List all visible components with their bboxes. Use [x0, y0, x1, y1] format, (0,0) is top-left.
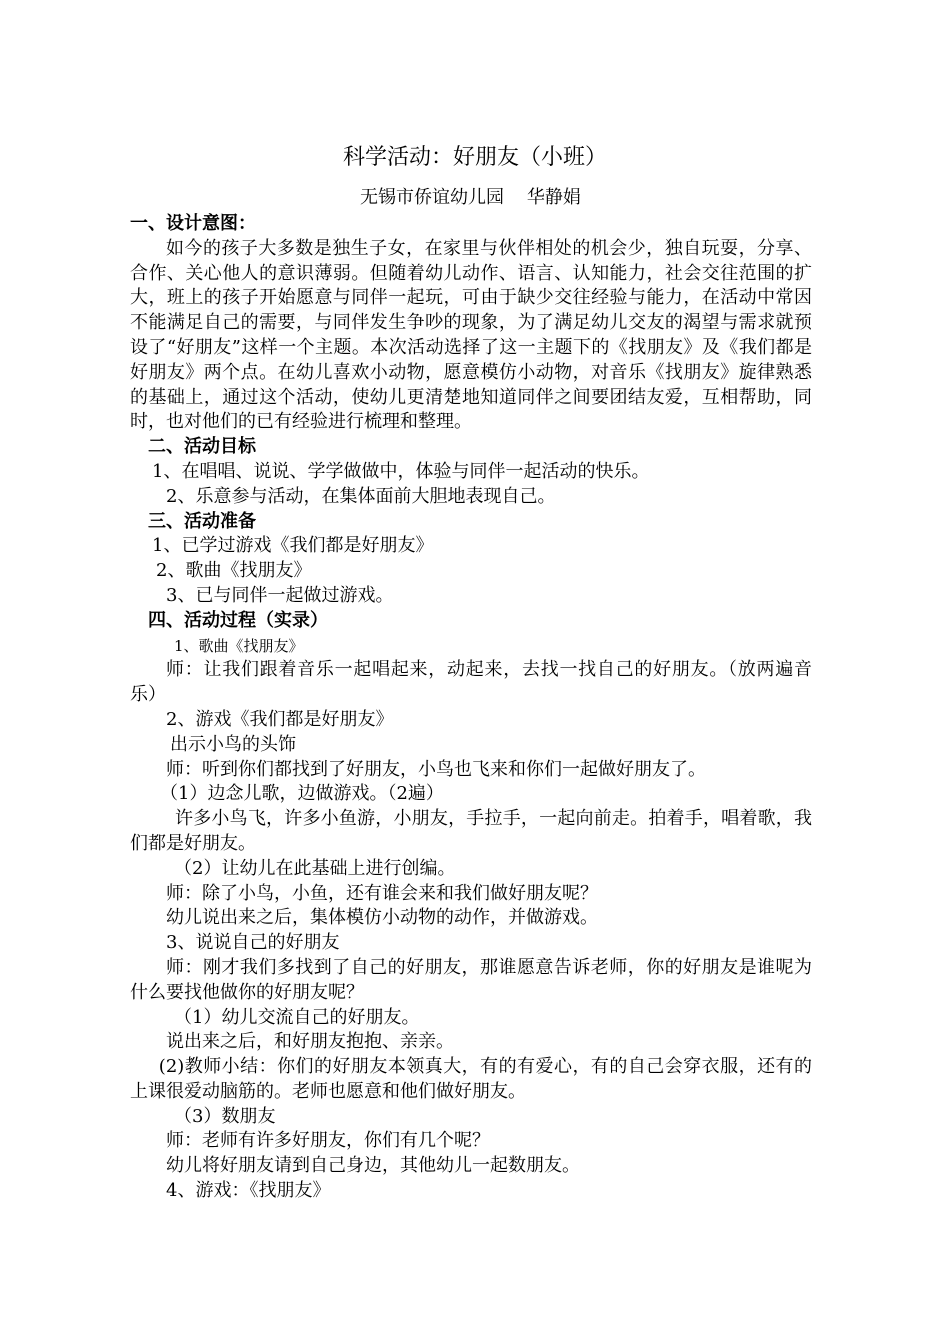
section-heading-process: 四、活动过程（实录）	[148, 609, 328, 631]
document-body	[130, 212, 812, 1204]
section-heading-preparation: 三、活动准备	[148, 510, 256, 532]
section-heading-design-intent: 一、设计意图：	[130, 213, 256, 234]
process-line: 师：除了小鸟，小鱼，还有谁会来和我们做好朋友呢？	[166, 882, 598, 904]
process-line: 4、游戏：《找朋友》	[166, 1180, 331, 1202]
author-byline: 无锡市侨谊幼儿园 华静娟	[360, 187, 581, 208]
process-line: 幼儿说出来之后，集体模仿小动物的动作，并做游戏。	[166, 907, 598, 929]
goal-item-2: 2、乐意参与活动，在集体面前大胆地表现自己。	[166, 485, 556, 507]
process-line: 1、歌曲《找朋友》	[174, 636, 304, 655]
prep-item-2: 2、歌曲《找朋友》	[156, 560, 312, 582]
process-line: 幼儿将好朋友请到自己身边，其他幼儿一起数朋友。	[166, 1155, 580, 1177]
process-line: 3、说说自己的好朋友	[166, 932, 340, 954]
process-line: 许多小鸟飞，许多小鱼游，小朋友，手拉手，一起向前走。拍着手，唱着歌，我们都是好朋友。	[130, 808, 812, 854]
process-line: 说出来之后，和好朋友抱抱、亲亲。	[166, 1031, 454, 1053]
process-line: （1）幼儿交流自己的好朋友。	[174, 1006, 420, 1028]
prep-item-3: 3、已与同伴一起做过游戏。	[166, 584, 394, 606]
process-line: (2)教师小结：你们的好朋友本领真大，有的有爱心，有的自己会穿衣服，还有的上课很爱动脑筋的。老师也愿意和他们做好朋友。	[130, 1056, 812, 1102]
goal-item-1: 1、在唱唱、说说、学学做做中，体验与同伴一起活动的快乐。	[152, 460, 650, 482]
section-heading-goals: 二、活动目标	[148, 436, 256, 458]
process-line: 师：刚才我们多找到了自己的好朋友，那谁愿意告诉老师，你的好朋友是谁呢为什么要找他做你的好朋友呢？	[130, 956, 812, 1003]
process-line: 出示小鸟的头饰	[170, 733, 296, 755]
design-intent-paragraph: 如今的孩子大多数是独生子女，在家里与伙伴相处的机会少，独自玩耍，分享、合作、关心他人的意识薄弱。但随着幼儿动作、语言、认知能力，社会交往范围的扩大，班上的孩子开始愿意与同伴一起玩，可由于缺少交往经验与能力，在活动中常因不能满足自己的需要，与同伴发生争吵的现象，为了满足幼儿交友的渴望与需求就预设了“好朋友”这样一个主题。本次活动选择了这一主题下的《找朋友》及《我们都是好朋友》两个点。在幼儿喜欢小动物，愿意模仿小动物，对音乐《找朋友》旋律熟悉的基础上，通过这个活动，使幼儿更清楚地知道同伴之间要团结友爱，互相帮助，同时，也对他们的已有经验进行梳理和整理。	[130, 237, 812, 433]
process-line: 师：老师有许多好朋友，你们有几个呢？	[166, 1130, 490, 1152]
process-line: （2）让幼儿在此基础上进行创编。	[174, 857, 456, 879]
process-line: 师：让我们跟着音乐一起唱起来，动起来，去找一找自己的好朋友。（放两遍音乐）	[130, 659, 812, 706]
document-title: 科学活动：好朋友（小班）	[342, 145, 607, 170]
process-line: （1）边念儿歌，边做游戏。（2遍）	[160, 783, 444, 805]
process-line: （3）数朋友	[174, 1105, 276, 1127]
process-line: 师：听到你们都找到了好朋友，小鸟也飞来和你们一起做好朋友了。	[166, 758, 706, 780]
prep-item-1: 1、已学过游戏《我们都是好朋友》	[152, 535, 434, 557]
process-line: 2、游戏《我们都是好朋友》	[166, 708, 394, 730]
